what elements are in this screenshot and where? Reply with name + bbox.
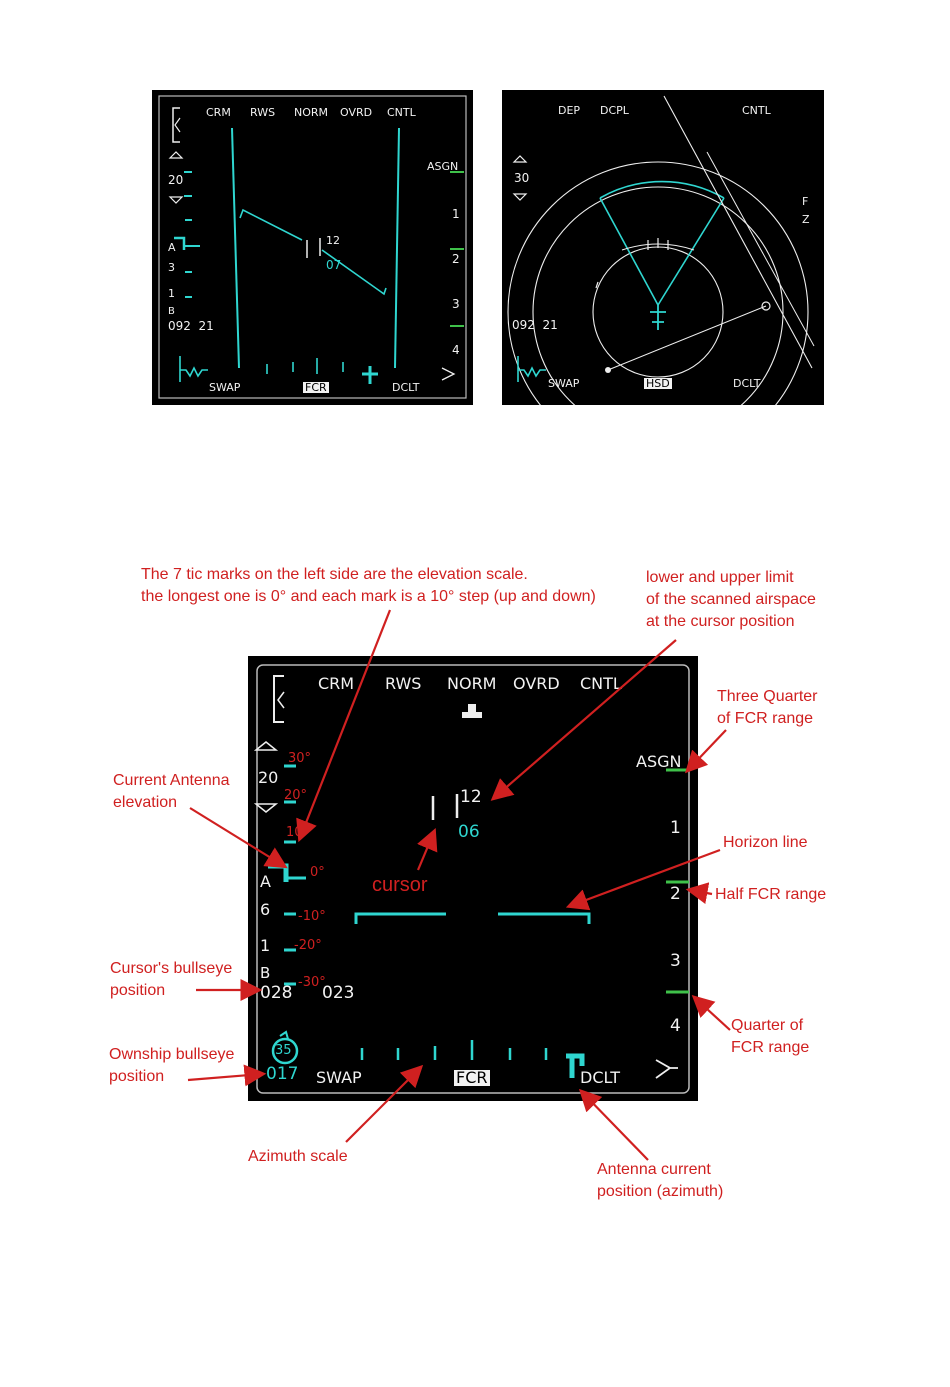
hsd-small-graphics	[502, 90, 824, 405]
left-label-a: A	[168, 241, 176, 254]
left-label-1: 1	[168, 287, 175, 300]
elev-scale-m20: -20°	[294, 938, 322, 953]
annotation-elev-scale-line2: the longest one is 0° and each mark is a 10° step (up and down)	[141, 588, 596, 605]
annotation-current-antenna-line2: elevation	[113, 794, 178, 811]
fcr-small-screen	[152, 90, 473, 405]
annotation-ownship-line2: position	[109, 1068, 165, 1085]
annotation-current-antenna-line1: Current Antenna	[113, 772, 230, 789]
range-number-1: 1	[452, 207, 460, 221]
osb-ovrd-large[interactable]: OVRD	[513, 674, 560, 693]
annotation-antenna-az-line1: Antenna current	[597, 1161, 711, 1178]
osb-swap-large[interactable]: SWAP	[316, 1068, 362, 1087]
annotation-quarter-line2: FCR range	[731, 1039, 810, 1056]
elev-scale-m10: -10°	[298, 909, 326, 924]
annotation-cursor-bullseye-line2: position	[110, 982, 166, 999]
range-number-4: 4	[452, 343, 460, 357]
osb-ovrd[interactable]: OVRD	[340, 106, 373, 119]
arrow-quarter	[695, 998, 730, 1030]
annotation-ownship-line1: Ownship bullseye	[109, 1046, 235, 1063]
range-number-3-large: 3	[670, 951, 681, 971]
range-number-2-large: 2	[670, 884, 681, 904]
osb-cntl-large[interactable]: CNTL	[580, 674, 622, 693]
osb-dcpl[interactable]: DCPL	[600, 104, 629, 117]
osb-crm[interactable]: CRM	[206, 106, 231, 119]
left-label-6-large: 6	[260, 900, 271, 919]
range-number-4-large: 4	[670, 1016, 681, 1036]
annotation-limits-line3: at the cursor position	[646, 613, 795, 630]
osb-norm-large[interactable]: NORM	[447, 674, 497, 693]
hsd-small-screen	[502, 90, 824, 405]
ownship-circle-value: 35	[275, 1043, 292, 1058]
target-alt-lower: 07	[326, 258, 342, 272]
osb-swap-hsd[interactable]: SWAP	[548, 377, 580, 390]
osb-asgn[interactable]: ASGN	[427, 160, 459, 173]
cursor-bullseye-bearing: 028	[260, 983, 293, 1003]
osb-cntl-hsd[interactable]: CNTL	[742, 104, 771, 117]
cursor-bullseye-range: 023	[322, 983, 355, 1003]
target-alt-upper-large: 12	[460, 787, 482, 807]
target-alt-lower-large: 06	[458, 822, 480, 842]
osb-dclt-large[interactable]: DCLT	[580, 1068, 620, 1087]
osb-rws[interactable]: RWS	[250, 106, 276, 119]
hsd-label-z: Z	[802, 213, 810, 226]
annotation-limits-line1: lower and upper limit	[646, 569, 794, 586]
elevation-value: 20	[168, 173, 184, 187]
osb-rws-large[interactable]: RWS	[385, 674, 422, 693]
left-label-1-large: 1	[260, 936, 271, 955]
ownship-bullseye: 017	[266, 1064, 299, 1084]
osb-fcr[interactable]: FCR	[305, 381, 327, 394]
annotation-antenna-az-line2: position (azimuth)	[597, 1183, 724, 1200]
osb-dclt-hsd[interactable]: DCLT	[733, 377, 761, 390]
range-number-1-large: 1	[670, 818, 681, 838]
osb-fcr-large[interactable]: FCR	[456, 1068, 488, 1087]
osb-swap[interactable]: SWAP	[209, 381, 241, 394]
hsd-bullseye-readout: 092 21	[512, 318, 558, 332]
elev-scale-30: 30°	[288, 751, 312, 766]
elev-scale-m30: -30°	[298, 975, 326, 990]
hsd-label-f: F	[802, 195, 809, 208]
osb-cntl[interactable]: CNTL	[387, 106, 416, 119]
hsd-range-value: 30	[514, 171, 530, 185]
left-label-3: 3	[168, 261, 175, 274]
annotation-half-range: Half FCR range	[715, 886, 827, 903]
annotation-three-quarter-line1: Three Quarter	[717, 688, 818, 705]
left-label-a-large: A	[260, 872, 271, 891]
annotation-cursor: cursor	[372, 874, 428, 896]
annotation-limits-line2: of the scanned airspace	[646, 591, 816, 608]
osb-hsd[interactable]: HSD	[646, 377, 670, 390]
osb-dep[interactable]: DEP	[558, 104, 581, 117]
osb-dclt[interactable]: DCLT	[392, 381, 420, 394]
range-number-3: 3	[452, 297, 460, 311]
arrow-antenna-az	[582, 1092, 648, 1160]
fcr-large-screen	[248, 656, 698, 1101]
annotation-azimuth-scale: Azimuth scale	[248, 1148, 348, 1165]
left-label-b-large: B	[260, 964, 271, 982]
bullseye-readout: 092 21	[168, 319, 214, 333]
range-number-2: 2	[452, 252, 460, 266]
target-alt-upper: 12	[326, 234, 340, 247]
annotation-three-quarter-line2: of FCR range	[717, 710, 814, 727]
elev-scale-0: 0°	[310, 865, 325, 880]
osb-crm-large[interactable]: CRM	[318, 674, 355, 693]
elev-scale-20: 20°	[284, 788, 308, 803]
osb-asgn-large[interactable]: ASGN	[636, 752, 682, 771]
osb-norm[interactable]: NORM	[294, 106, 329, 119]
left-label-b: B	[168, 306, 175, 317]
annotation-quarter-line1: Quarter of	[731, 1017, 804, 1034]
elevation-value-large: 20	[258, 768, 279, 787]
annotation-elev-scale-line1: The 7 tic marks on the left side are the elevation scale.	[141, 566, 528, 583]
annotation-cursor-bullseye-line1: Cursor's bullseye	[110, 960, 233, 977]
elev-scale-10: 10°	[286, 825, 310, 840]
annotation-horizon: Horizon line	[723, 834, 808, 851]
fcr-small-graphics	[152, 90, 473, 405]
